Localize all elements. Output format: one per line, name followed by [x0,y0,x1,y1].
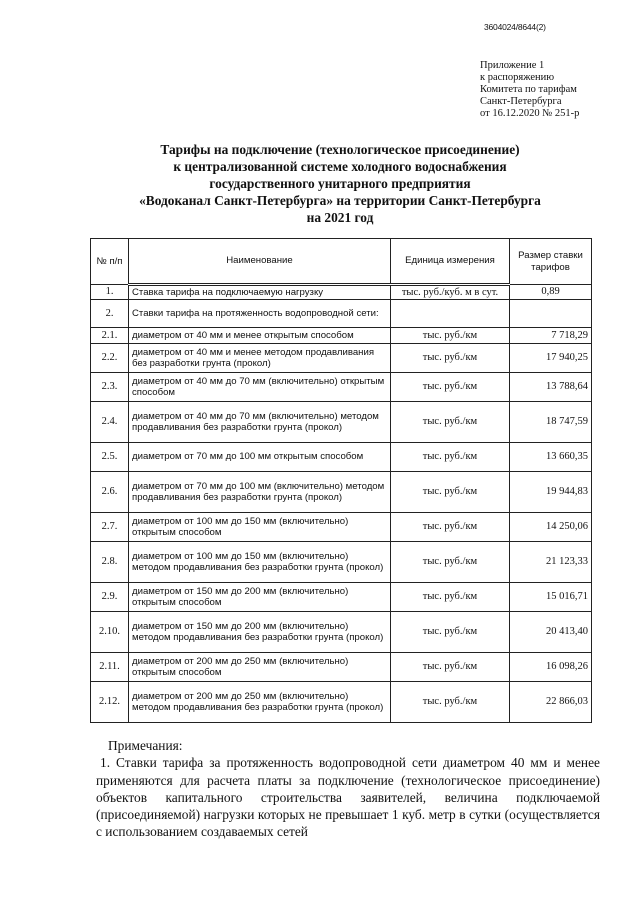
row-num: 2.12. [91,682,129,723]
row-num: 2.8. [91,542,129,583]
table-row [91,472,592,513]
row-unit: тыс. руб./км [391,653,510,682]
row-unit: тыс. руб./км [391,583,510,612]
row-name: диаметром от 40 мм до 70 мм (включительно) открытым способом [129,373,391,402]
table-row [91,513,592,542]
title-line: государственного унитарного предприятия [209,176,471,191]
notes-paragraph: 1. Ставки тарифа за протяженность водопроводной сети диаметром 40 мм и менее применяются для расчета платы за подключение (технологическое присоединение) объектов капитального строительства заявителей, величина подключаемой (присоединяемой) нагрузки которых не превышает 1 куб. метр в сутки (осуществляется с использованием создаваемых сетей [96,755,600,840]
appendix-line: от 16.12.2020 № 251-р [480,108,580,119]
row-value: 14 250,06 [510,513,592,542]
row-unit: тыс. руб./км [391,513,510,542]
row-value: 0,89 [510,285,592,300]
table-row [91,612,592,653]
row-name: диаметром от 40 мм и менее методом продавливания без разработки грунта (прокол) [129,344,391,373]
document-title [90,141,590,226]
appendix-line: Приложение 1 [480,60,545,71]
row-unit: тыс. руб./куб. м в сут. [391,285,510,300]
row-num: 2.2. [91,344,129,373]
appendix-block [480,60,630,120]
row-num: 2.5. [91,443,129,472]
header-name: Наименование [129,239,391,285]
row-name: диаметром от 40 мм и менее открытым способом [129,328,391,344]
notes-title: Примечания: [108,738,183,753]
row-num: 2.11. [91,653,129,682]
title-line: «Водоканал Санкт-Петербурга» на территории Санкт-Петербурга [139,193,541,208]
row-value: 17 940,25 [510,344,592,373]
row-unit: тыс. руб./км [391,344,510,373]
table-row [91,682,592,723]
row-name: диаметром от 150 мм до 200 мм (включительно) открытым способом [129,583,391,612]
row-value: 16 098,26 [510,653,592,682]
header-num: № п/п [91,239,129,285]
row-unit: тыс. руб./км [391,472,510,513]
row-unit: тыс. руб./км [391,402,510,443]
row-name: диаметром от 40 мм до 70 мм (включительно) методом продавливания без разработки грунта (прокол) [129,402,391,443]
row-name: диаметром от 150 мм до 200 мм (включительно) методом продавливания без разработки грунта (прокол) [129,612,391,653]
title-line: на 2021 год [306,210,374,225]
row-name: диаметром от 200 мм до 250 мм (включительно) методом продавливания без разработки грунта (прокол) [129,682,391,723]
title-line: к централизованной системе холодного водоснабжения [173,159,507,174]
row-name: диаметром от 70 мм до 100 мм (включительно) методом продавливания без разработки грунта (прокол) [129,472,391,513]
table-row [91,373,592,402]
header-rate: Размер ставки тарифов [510,239,592,285]
row-value: 21 123,33 [510,542,592,583]
row-unit [391,300,510,328]
table-row [91,328,592,344]
row-name: диаметром от 200 мм до 250 мм (включительно) открытым способом [129,653,391,682]
table-row [91,653,592,682]
table-row [91,300,592,328]
row-num: 2.1. [91,328,129,344]
row-num: 2.9. [91,583,129,612]
tariff-table [90,238,592,723]
row-value: 13 660,35 [510,443,592,472]
table-row [91,285,592,300]
row-name: диаметром от 70 мм до 100 мм открытым способом [129,443,391,472]
row-value: 7 718,29 [510,328,592,344]
row-value: 19 944,83 [510,472,592,513]
row-value: 13 788,64 [510,373,592,402]
row-num: 2.7. [91,513,129,542]
row-num: 2.4. [91,402,129,443]
row-num: 2.10. [91,612,129,653]
table-row [91,542,592,583]
table-row [91,443,592,472]
row-unit: тыс. руб./км [391,328,510,344]
row-unit: тыс. руб./км [391,682,510,723]
row-name: Ставки тарифа на протяженность водопроводной сети: [129,300,391,328]
appendix-line: к распоряжению [480,72,555,83]
row-unit: тыс. руб./км [391,373,510,402]
row-unit: тыс. руб./км [391,612,510,653]
row-num: 2.6. [91,472,129,513]
row-value: 18 747,59 [510,402,592,443]
row-unit: тыс. руб./км [391,443,510,472]
table-header-row [91,239,592,285]
appendix-line: Комитета по тарифам [480,84,577,95]
row-num: 2.3. [91,373,129,402]
title-line: Тарифы на подключение (технологическое присоединение) [160,142,520,157]
row-name: Ставка тарифа на подключаемую нагрузку [129,285,391,300]
notes-section [96,737,600,841]
row-value: 22 866,03 [510,682,592,723]
row-name: диаметром от 100 мм до 150 мм (включительно) методом продавливания без разработки грунта (прокол) [129,542,391,583]
row-name: диаметром от 100 мм до 150 мм (включительно) открытым способом [129,513,391,542]
table-row [91,583,592,612]
table-row [91,344,592,373]
row-unit: тыс. руб./км [391,542,510,583]
row-value: 20 413,40 [510,612,592,653]
row-value: 15 016,71 [510,583,592,612]
document-number: 3604024/8644(2) [484,22,546,32]
row-num: 2. [91,300,129,328]
table-row [91,402,592,443]
header-unit: Единица измерения [391,239,510,285]
appendix-line: Санкт-Петербурга [480,96,562,107]
row-value [510,300,592,328]
row-num: 1. [91,285,129,300]
